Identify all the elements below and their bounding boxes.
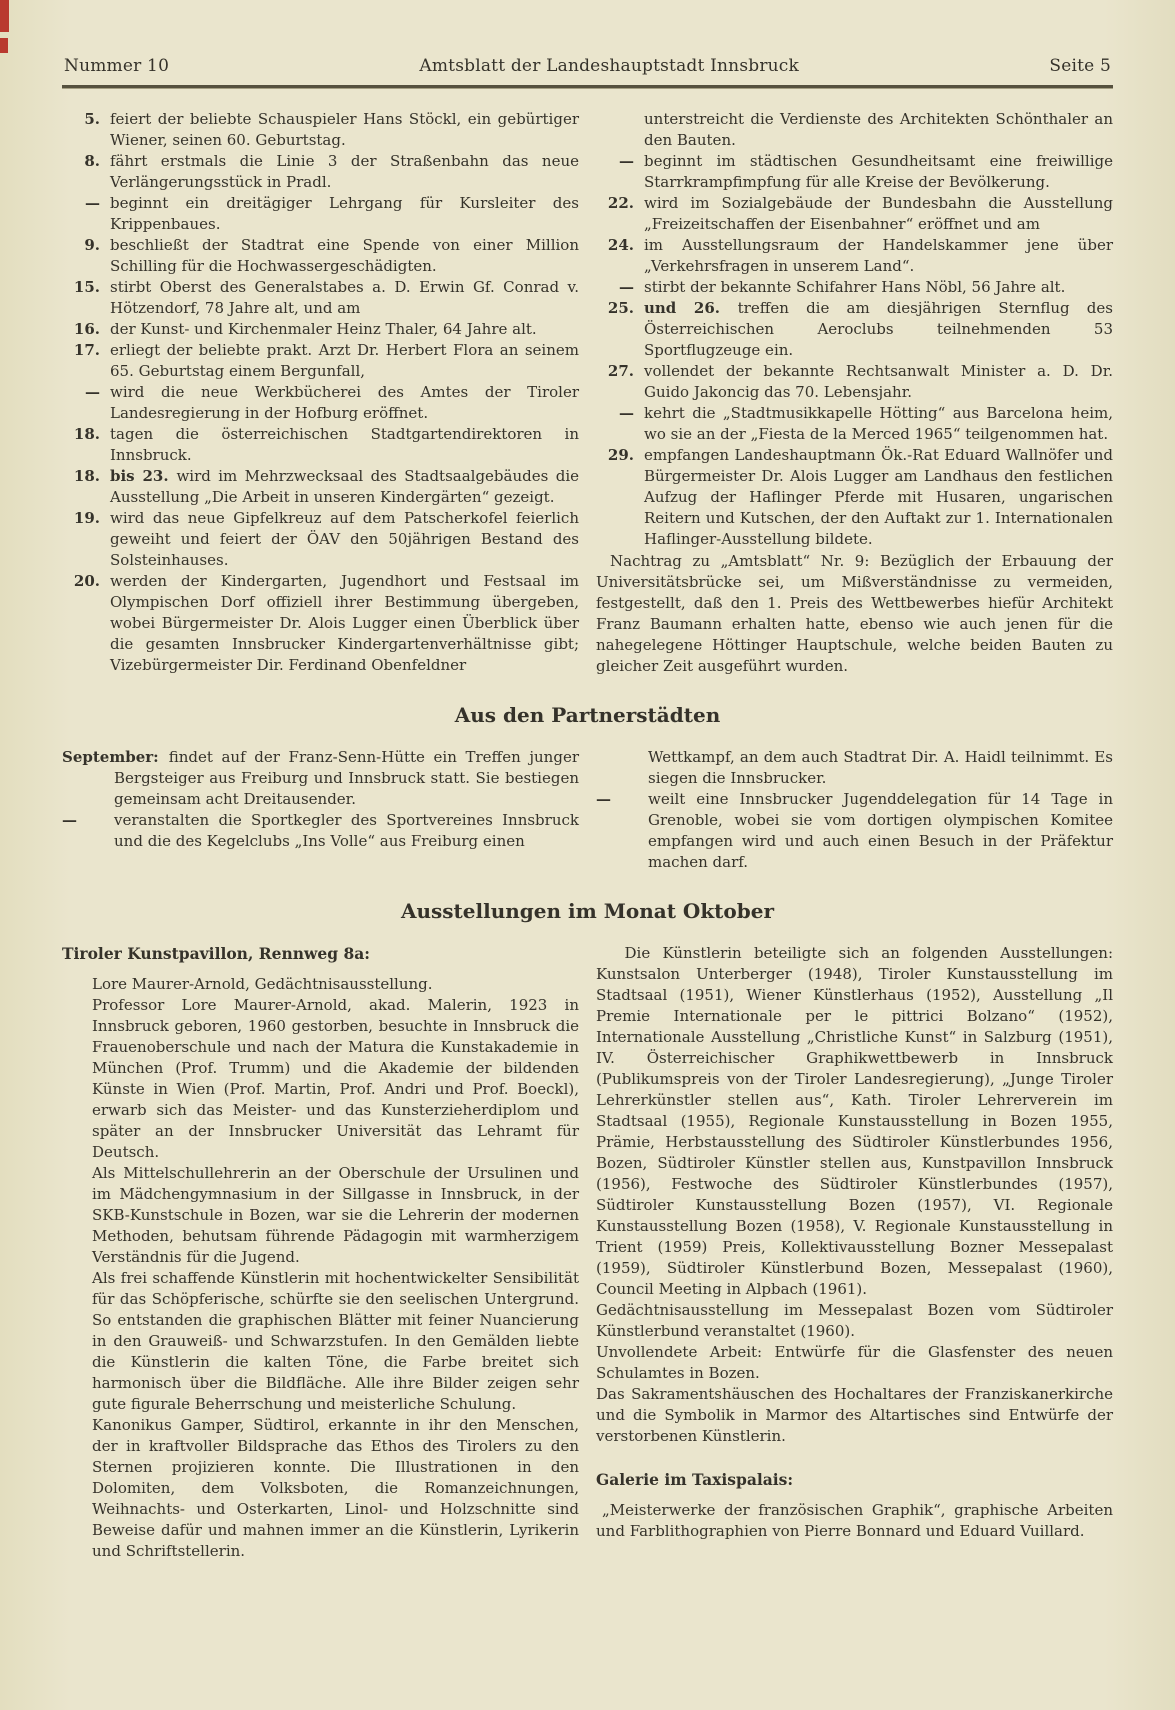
- entry-text: beginnt im städtischen Gesundheitsamt eine freiwillige Starrkrampfimpfung für alle Kreise der Bevölkerung.: [644, 152, 1113, 191]
- chronicle-entry: [62, 508, 579, 571]
- header-rule: [62, 85, 1113, 89]
- chronicle-entry: [62, 340, 579, 382]
- chronicle-entry: [596, 151, 1113, 193]
- partner-entry: [62, 747, 579, 810]
- exhibition-paragraph: Als frei schaffende Künstlerin mit hochentwickelter Sensibilität für das Schöpferische, schürfte sie den seelischen Untergrund. So entstanden die graphischen Blätter mit feiner Nuancierung in den Grauweiß- und Schwarzstufen. In den Gemälden liebte die Künstlerin die kalten Töne, die Farbe breitet sich harmonisch über die Bildfläche. Alle ihre Bilder zeigen sehr gute figurale Beherrschung und meisterliche Schulung.: [92, 1269, 579, 1413]
- entry-text: unterstreicht die Verdienste des Architekten Schönthaler an den Bauten.: [644, 110, 1113, 149]
- entry-day-marker: 15.: [73, 278, 100, 296]
- entry-month-marker: September:: [62, 748, 159, 766]
- entry-day-marker: —: [619, 404, 634, 422]
- entry-day-marker: 20.: [73, 572, 100, 590]
- entry-day-marker: —: [619, 278, 634, 296]
- taxispalais-paragraph: „Meisterwerke der französischen Graphik“, graphische Arbeiten und Farblithographien von Pierre Bonnard und Eduard Vuillard.: [596, 1501, 1113, 1540]
- entry-text: erliegt der beliebte prakt. Arzt Dr. Herbert Flora an seinem 65. Geburtstag einem Bergunfall,: [110, 341, 579, 380]
- chronicle-entry: [596, 193, 1113, 235]
- entry-text: der Kunst- und Kirchenmaler Heinz Thaler, 64 Jahre alt.: [110, 320, 537, 338]
- exhibitions-section: [62, 943, 1113, 1562]
- entry-text: weilt eine Innsbrucker Jugenddelegation für 14 Tage in Grenoble, wobei sie vom dortigen olympischen Komitee empfangen wird und auch einen Besuch in der Präfektur machen darf.: [648, 790, 1113, 871]
- exhibition-paragraph: Das Sakramentshäuschen des Hochaltares der Franziskanerkirche und die Symbolik in Marmor des Altartisches sind Entwürfe der verstorbenen Künstlerin.: [596, 1385, 1113, 1445]
- partner-left-column: [62, 747, 579, 873]
- kunstpavillon-paragraphs: [62, 974, 579, 1562]
- chronicle-entry: [62, 466, 579, 508]
- chronicle-entry: [596, 235, 1113, 277]
- chronicle-entry: [62, 193, 579, 235]
- kunstpavillon-heading: Tiroler Kunstpavillon, Rennweg 8a:: [62, 944, 371, 963]
- chronicle-section: [62, 109, 1113, 677]
- partner-section-title: Aus den Partnerstädten: [454, 703, 721, 727]
- entry-day-marker: —: [85, 383, 100, 401]
- entry-text: empfangen Landeshauptmann Ök.-Rat Eduard Wallnöfer und Bürgermeister Dr. Alois Lugger am Landhaus den festlichen Aufzug der Haflinger Pferde mit Husaren, ungarischen Reitern und Kutschen, der den Auftakt zur 1. Internationalen Haflinger-Ausstellung bildete.: [644, 446, 1113, 548]
- entry-day-marker: 16.: [73, 320, 100, 338]
- exhibition-paragraph: Die Künstlerin beteiligte sich an folgenden Ausstellungen: Kunstsalon Unterberger (1948), Tiroler Kunstausstellung im Stadtsaal (1951), Wiener Künstlerhaus (1952), Ausstellung „Il Premie Internationale per le pittrici Bolzano“ (1952), Internationale Ausstellung „Christliche Kunst“ in Salzburg (1951), IV. Österreichischer Graphikwettbewerb in Innsbruck (Publikumspreis von der Tiroler Landesregierung), „Junge Tiroler Lehrerkünstler stellen aus“, Kath. Tiroler Lehrerverein im Stadtsaal (1955), Regionale Kunstausstellung in Bozen 1955, Prämie, Herbstausstellung des Südtiroler Künstlerbundes 1956, Bozen, Südtiroler Künstler stellen aus, Kunstpavillon Innsbruck (1956), Festwoche des Südtiroler Künstlerbundes (1957), Südtiroler Kunstausstellung Bozen (1957), VI. Regionale Kunstausstellung Bozen (1958), V. Regionale Kunstausstellung in Trient (1959) Preis, Kollektivausstellung Bozner Messepalast (1959), Südtiroler Künstlerbund Bozen, Messepalast (1960), Council Meeting in Alpbach (1961).: [596, 944, 1113, 1298]
- exhibitions-section-title: Ausstellungen im Monat Oktober: [400, 899, 775, 923]
- entry-text: stirbt Oberst des Generalstabes a. D. Erwin Gf. Conrad v. Hötzendorf, 78 Jahre alt, und am: [110, 278, 579, 317]
- entry-text: treffen die am diesjährigen Sternflug des Österreichischen Aeroclubs teilnehmenden 53 Sportflugzeuge ein.: [644, 299, 1113, 359]
- chronicle-entry: [596, 403, 1113, 445]
- exhibition-paragraph: Unvollendete Arbeit: Entwürfe für die Glasfenster des neuen Schulamtes in Bozen.: [596, 1343, 1113, 1382]
- entry-bold-date: bis 23.: [110, 467, 177, 485]
- entry-text: beschließt der Stadtrat eine Spende von einer Million Schilling für die Hochwassergeschädigten.: [110, 236, 579, 275]
- exhibition-paragraph: Kanonikus Gamper, Südtirol, erkannte in ihr den Menschen, der in kraftvoller Bildsprache das Ethos des Tirolers zu den Sternen projizieren konnte. Die Illustrationen in den Dolomiten, dem Volksboten, die Romanzeichnungen, Weihnachts- und Osterkarten, Linol- und Holzschnitte sind Beweise dafür und mahnen immer an die Künstlerin, Lyrikerin und Schriftstellerin.: [92, 1416, 579, 1560]
- chronicle-entry: [62, 235, 579, 277]
- chronicle-entry: [596, 445, 1113, 550]
- entry-text: wird die neue Werkbücherei des Amtes der Tiroler Landesregierung in der Hofburg eröffnet.: [110, 383, 579, 422]
- page-number: Seite 5: [1049, 56, 1111, 76]
- exhibition-list-paragraphs: [596, 943, 1113, 1447]
- entry-bold-date: und 26.: [644, 299, 738, 317]
- chronicle-entry: [596, 277, 1113, 298]
- entry-day-marker: 25.: [607, 299, 634, 317]
- chronicle-entry: [62, 319, 579, 340]
- chronicle-left-column: [62, 109, 579, 677]
- exhibition-paragraph: Gedächtnisausstellung im Messepalast Bozen vom Südtiroler Künstlerbund veranstaltet (1960).: [596, 1301, 1113, 1340]
- red-binding-mark: [0, 38, 8, 53]
- exhibition-paragraph: Lore Maurer-Arnold, Gedächtnisausstellung.: [92, 975, 433, 993]
- entry-day-marker: 18.: [73, 425, 100, 443]
- entry-text: Wettkampf, an dem auch Stadtrat Dir. A. Haidl teilnimmt. Es siegen die Innsbrucker.: [648, 748, 1113, 787]
- partner-entry: [596, 747, 1113, 789]
- entry-text: kehrt die „Stadtmusikkapelle Hötting“ aus Barcelona heim, wo sie an der „Fiesta de la Merced 1965“ teilgenommen hat.: [644, 404, 1113, 443]
- partner-entry: [596, 789, 1113, 873]
- entry-day-marker: 22.: [607, 194, 634, 212]
- entry-day-marker: —: [85, 194, 100, 212]
- entry-day-marker: 29.: [607, 446, 634, 464]
- exhibitions-right-column: [596, 943, 1113, 1562]
- entry-day-marker: 9.: [84, 236, 100, 254]
- entry-day-marker: 27.: [607, 362, 634, 380]
- entry-text: wird das neue Gipfelkreuz auf dem Patscherkofel feierlich geweiht und feiert der ÖAV den 50jährigen Bestand des Solsteinhauses.: [110, 509, 579, 569]
- entry-text: im Ausstellungsraum der Handelskammer jene über „Verkehrsfragen in unserem Land“.: [644, 236, 1113, 275]
- entry-day-marker: 8.: [84, 152, 100, 170]
- chronicle-entry: [596, 361, 1113, 403]
- chronicle-entry: [62, 109, 579, 151]
- chronicle-entry: [62, 424, 579, 466]
- entry-text: beginnt ein dreitägiger Lehrgang für Kursleiter des Krippenbaues.: [110, 194, 579, 233]
- masthead-title: Amtsblatt der Landeshauptstadt Innsbruck: [419, 56, 800, 76]
- chronicle-entry: [596, 109, 1113, 151]
- entry-day-marker: 18.: [73, 467, 100, 485]
- chronicle-entry: [62, 277, 579, 319]
- entry-day-marker: 5.: [84, 110, 100, 128]
- entry-day-marker: 17.: [73, 341, 100, 359]
- masthead: [62, 56, 1113, 85]
- addendum-paragraph: Nachtrag zu „Amtsblatt“ Nr. 9: Bezüglich der Erbauung der Universitätsbrücke sei, um Mißverständnisse zu vermeiden, festgestellt, daß den 1. Preis des Wettbewerbes hiefür Architekt Franz Baumann erhalten hatte, ebenso wie auch jenen für die nahegelegene Höttinger Hauptschule, welche beiden Bauten zu gleicher Zeit ausgeführt wurden.: [596, 552, 1113, 675]
- exhibition-paragraph: Professor Lore Maurer-Arnold, akad. Malerin, 1923 in Innsbruck geboren, 1960 gestorben, besuchte in Innsbruck die Frauenoberschule und nach der Matura die Kunstakademie in München (Prof. Trumm) und die Akademie der bildenden Künste in Wien (Prof. Martin, Prof. Andri und Prof. Boeckl), erwarb sich das Meister- und das Kunsterzieherdiplom und später an der Innsbrucker Universität das Lehramt für Deutsch.: [92, 996, 579, 1161]
- entry-text: wird im Sozialgebäude der Bundesbahn die Ausstellung „Freizeitschaffen der Eisenbahner“ eröffnet und am: [644, 194, 1113, 233]
- chronicle-entry: [62, 151, 579, 193]
- chronicle-right-column: [596, 109, 1113, 677]
- issue-number: Nummer 10: [64, 56, 170, 76]
- red-binding-mark: [0, 0, 9, 32]
- entry-text: fährt erstmals die Linie 3 der Straßenbahn das neue Verlängerungsstück in Pradl.: [110, 152, 579, 191]
- entry-text: veranstalten die Sportkegler des Sportvereines Innsbruck und die des Kegelclubs „Ins Volle“ aus Freiburg einen: [114, 811, 579, 850]
- entry-text: tagen die österreichischen Stadtgartendirektoren in Innsbruck.: [110, 425, 579, 464]
- entry-day-marker: 19.: [73, 509, 100, 527]
- chronicle-right-entries: [596, 109, 1113, 550]
- chronicle-entry: [62, 382, 579, 424]
- entry-month-marker: —: [62, 811, 77, 829]
- entry-text: stirbt der bekannte Schifahrer Hans Nöbl, 56 Jahre alt.: [644, 278, 1066, 296]
- entry-day-marker: —: [619, 152, 634, 170]
- chronicle-entry: [62, 571, 579, 676]
- partner-right-column: [596, 747, 1113, 873]
- entry-text: feiert der beliebte Schauspieler Hans Stöckl, ein gebürtiger Wiener, seinen 60. Geburtstag.: [110, 110, 579, 149]
- taxispalais-heading: Galerie im Taxispalais:: [596, 1470, 794, 1489]
- chronicle-entry: [596, 298, 1113, 361]
- exhibitions-left-column: [62, 943, 579, 1562]
- partner-section: [62, 747, 1113, 873]
- entry-text: wird im Mehrzwecksaal des Stadtsaalgebäudes die Ausstellung „Die Arbeit in unseren Kindergärten“ gezeigt.: [110, 467, 579, 506]
- entry-day-marker: 24.: [607, 236, 634, 254]
- entry-text: findet auf der Franz-Senn-Hütte ein Treffen junger Bergsteiger aus Freiburg und Innsbruck statt. Sie bestiegen gemeinsam acht Dreitausender.: [114, 748, 579, 808]
- entry-text: werden der Kindergarten, Jugendhort und Festsaal im Olympischen Dorf offiziell ihrer Bestimmung übergeben, wobei Bürgermeister Dr. Alois Lugger einen Überblick über die gesamten Innsbrucker Kindergartenverhältnisse gibt; Vizebürgermeister Dir. Ferdinand Obenfeldner: [110, 572, 579, 674]
- exhibition-paragraph: Als Mittelschullehrerin an der Oberschule der Ursulinen und im Mädchengymnasium in der Sillgasse in Innsbruck, in der SKB-Kunstschule in Bozen, war sie die Lehrerin der modernen Methoden, behutsam führende Pädagogin mit warmherzigem Verständnis für die Jugend.: [92, 1164, 579, 1266]
- entry-month-marker: —: [596, 790, 611, 808]
- entry-text: vollendet der bekannte Rechtsanwalt Minister a. D. Dr. Guido Jakoncig das 70. Lebensjahr.: [644, 362, 1113, 401]
- partner-entry: [62, 810, 579, 852]
